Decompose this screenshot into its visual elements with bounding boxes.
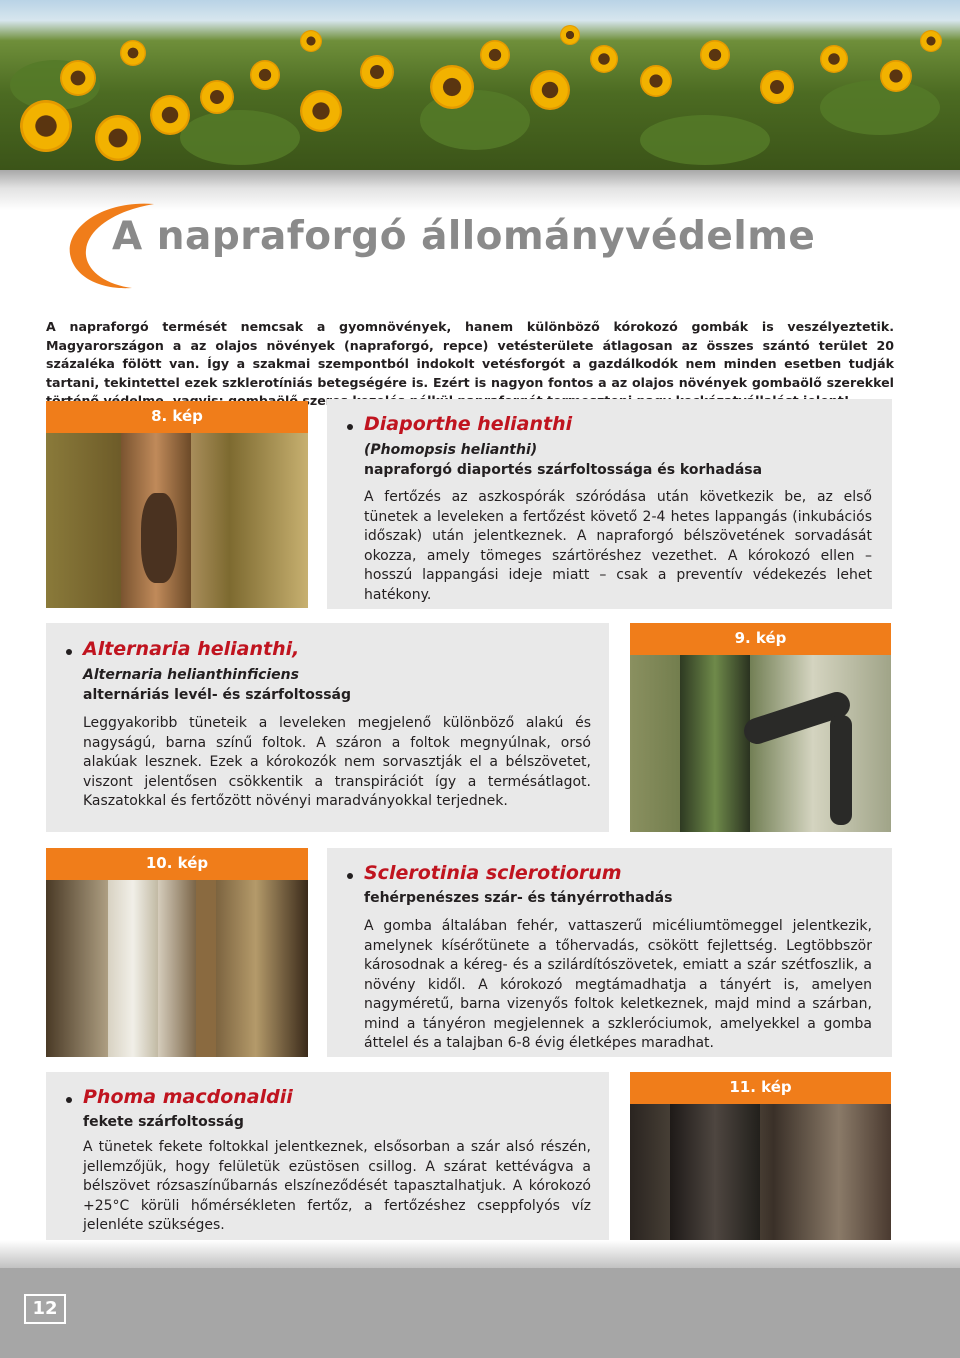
disease-title: Sclerotinia sclerotiorum	[364, 862, 622, 884]
diaporthe-box	[327, 399, 892, 609]
disease-alt-name: Alternaria helianthinficiens	[83, 667, 299, 683]
disease-description: A tünetek fekete foltokkal jelentkeznek, elsősorban a szár alsó részén, jellemzőjük, hogy felületük ezüstösen csillog. A szárat kettévágva a bélszövet rózsaszínűbarnás elszíneződését tapasztalhatjuk. A kórokozó +25°C körüli hőmérsékleten fertőz, a fertőzéshez cseppfolyós víz jelenléte szükséges.	[83, 1139, 591, 1233]
disease-title: Diaporthe helianthi	[364, 413, 573, 435]
bullet-icon	[66, 649, 72, 655]
disease-description: A gomba általában fehér, vattaszerű micéliumtömeggel jelentkezik, amelynek kísérőtünete a tőhervadás, csökött fejlettség. Legtöbbször károsodnak a kéreg- és a szilárdítószövetek, emiatt a szár szétfoszlik, a növény kidől. A kórokozó megtámadhatja a tányért is, amelyen nagyméretű, barna vizenyős foltok keletkeznek, majd mind a szárban, mind a tányéron megjelennek a szkleróciumok, amelyekkel a gomba áttelel és a talajban 6-8 évig életképes maradhat.	[364, 918, 872, 1051]
disease-description: A fertőzés az aszkospórák szóródása után következik be, az első tünetek a leveleken a fertőzést követő 2-4 hetes lappangás (inkubációs időszak) után jelentkeznek. A napraforgó bélszövetének sorvadását okozza, amely tömeges szártöréshez vezethet. A kórokozó ellen – hosszú lappangási ideje miatt – csak a preventív védekezés lehet hatékony.	[364, 489, 872, 603]
photo-caption: 10. kép	[46, 848, 308, 880]
phoma-box	[46, 1072, 609, 1240]
disease-subtitle: fekete szárfoltosság	[83, 1114, 244, 1130]
footer-bar	[0, 1268, 960, 1358]
photo-11	[630, 1072, 891, 1252]
photo-9	[630, 623, 891, 832]
disease-subtitle: fehérpenészes szár- és tányérrothadás	[364, 890, 673, 906]
disease-description: Leggyakoribb tüneteik a leveleken megjelenő különböző alakú és nagyságú, barna színű foltok. A száron a foltok megnyúlnak, orsó alakúak lesznek. Ezek a kórokozók nem sorvasztják el a bélszövetet, viszont jelentősen csökkentik a transpirációt így a termésátlagot. Kaszatokkal és fertőzött növényi maradványokkal terjednek.	[83, 715, 591, 809]
disease-subtitle: napraforgó diaportés szárfoltossága és korhadása	[364, 462, 763, 478]
disease-title: Phoma macdonaldii	[83, 1086, 293, 1108]
disease-alt-name: (Phomopsis helianthi)	[364, 442, 538, 458]
page-number: 12	[24, 1294, 66, 1324]
bullet-icon	[347, 424, 353, 430]
page-title: A napraforgó állományvédelme	[112, 214, 816, 259]
intro-paragraph: A napraforgó termését nemcsak a gyomnövények, hanem különböző kórokozó gombák is veszélyeztetik. Magyarországon a az olajos növények (napraforgó, repce) vetésterülete átlagosan az összes szántó terület 20 százaléka fölött van. Így a szakmai szempontból indokolt vetésforgót a gazdálkodók nem minden esetben tudják tartani, tekintettel ezek szklerotíniás betegségére is. Ezért is nagyon fontos a az olajos növények gombaölő szerekkel szeres	[46, 319, 894, 409]
bullet-icon	[66, 1097, 72, 1103]
sclerotinia-box	[327, 848, 892, 1057]
sunflower-field-photo	[0, 0, 960, 170]
photo-caption: 9. kép	[630, 623, 891, 655]
photo-8	[46, 401, 308, 608]
footer-shadow	[0, 1240, 960, 1270]
disease-title: Alternaria helianthi,	[83, 638, 300, 660]
photo-caption: 11. kép	[630, 1072, 891, 1104]
photo-caption: 8. kép	[46, 401, 308, 433]
disease-subtitle: alternáriás levél- és szárfoltosság	[83, 687, 351, 703]
alternaria-box	[46, 623, 609, 832]
photo-10	[46, 848, 308, 1057]
bullet-icon	[347, 873, 353, 879]
